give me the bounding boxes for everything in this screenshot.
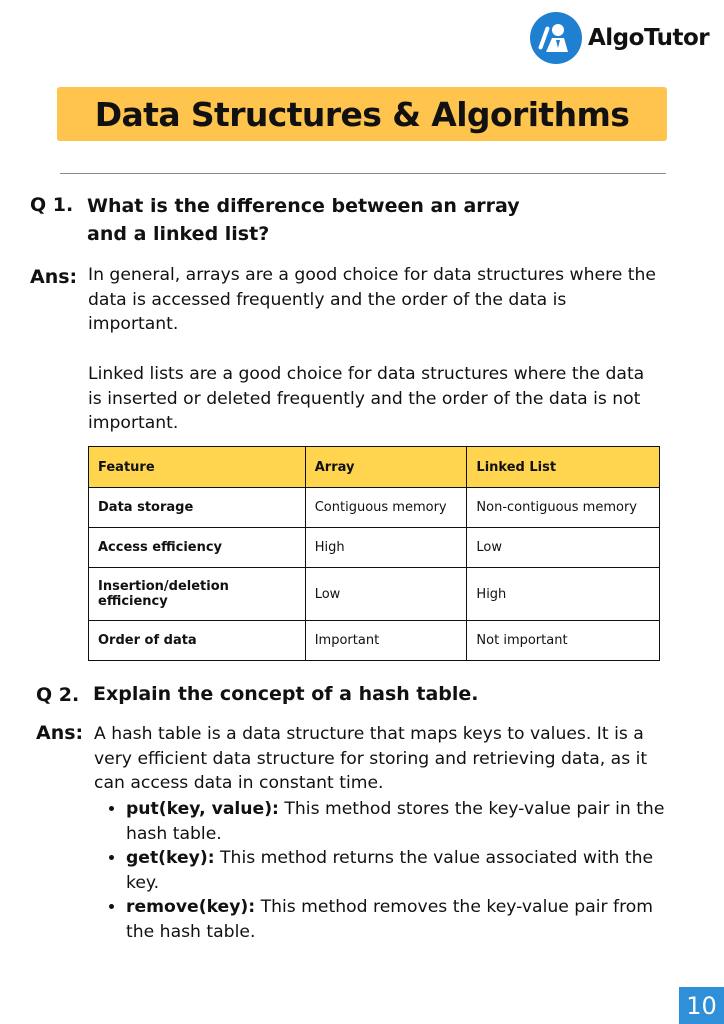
q1-question-line: What is the difference between an array xyxy=(87,195,520,217)
q1-answer-label: Ans: xyxy=(30,266,78,288)
list-item xyxy=(126,846,724,895)
brand-logo xyxy=(530,12,709,64)
q1-label: Q 1. xyxy=(30,194,74,216)
table-cell: Not important xyxy=(467,621,660,661)
table-cell: Access efficiency xyxy=(89,528,306,568)
table-cell: Low xyxy=(467,528,660,568)
table-header-cell: Linked List xyxy=(467,447,660,488)
para-line: very efficient data structure for storing and retrieving data, as it xyxy=(94,748,648,769)
table-cell: Important xyxy=(305,621,467,661)
brand-name: AlgoTutor xyxy=(588,25,710,51)
table-header-cell: Feature xyxy=(89,447,306,488)
table-row xyxy=(89,621,660,661)
table-row xyxy=(89,488,660,528)
table-cell: Contiguous memory xyxy=(305,488,467,528)
method-desc: This method returns the value associated with the xyxy=(214,848,654,869)
method-desc-cont: key. xyxy=(126,872,160,893)
q2-question: Explain the concept of a hash table. xyxy=(93,683,479,705)
para-line: can access data in constant time. xyxy=(94,773,384,794)
method-list xyxy=(105,797,724,945)
table-cell: High xyxy=(305,528,467,568)
list-item xyxy=(126,797,724,846)
method-desc-cont: hash table. xyxy=(126,823,222,844)
table-cell: Data storage xyxy=(89,488,306,528)
para-line: important. xyxy=(88,413,179,434)
q1-answer-para1 xyxy=(88,263,656,337)
para-line: In general, arrays are a good choice for data structures where the xyxy=(88,265,657,285)
table-header-cell: Array xyxy=(305,447,467,488)
person-graduate-icon xyxy=(530,12,582,64)
q2-answer-label: Ans: xyxy=(36,722,84,744)
method-name: put(key, value): xyxy=(126,799,279,819)
table-header-row xyxy=(89,447,660,488)
q2-answer-para xyxy=(94,722,647,796)
page-number: 10 xyxy=(679,987,724,1024)
comparison-table xyxy=(88,446,660,661)
para-line: Linked lists are a good choice for data structures where the data xyxy=(88,364,645,384)
title-band xyxy=(57,87,667,141)
para-line: data is accessed frequently and the order of the data is xyxy=(88,289,567,310)
table-row xyxy=(89,528,660,568)
table-cell: Non-contiguous memory xyxy=(467,488,660,528)
method-desc: This method stores the key-value pair in the xyxy=(278,799,665,819)
method-name: remove(key): xyxy=(126,897,256,918)
table-cell: High xyxy=(467,568,660,621)
q2-label: Q 2. xyxy=(36,684,80,706)
method-name: get(key): xyxy=(126,848,215,869)
para-line: is inserted or deleted frequently and the order of the data is not xyxy=(88,388,641,409)
table-cell: Insertion/deletion efficiency xyxy=(89,568,306,621)
q1-answer-para2 xyxy=(88,362,644,436)
method-desc-cont: the hash table. xyxy=(126,921,256,942)
method-desc: This method removes the key-value pair from xyxy=(255,897,654,918)
q1-question-line: and a linked list? xyxy=(87,223,270,245)
table-row xyxy=(89,568,660,621)
page-title: Data Structures & Algorithms xyxy=(94,94,630,134)
q1-question xyxy=(87,192,520,248)
table-cell: Low xyxy=(305,568,467,621)
para-line: important. xyxy=(88,314,179,335)
divider xyxy=(60,173,666,174)
table-cell: Order of data xyxy=(89,621,306,661)
list-item xyxy=(126,895,724,944)
para-line: A hash table is a data structure that maps keys to values. It is a xyxy=(94,724,644,744)
